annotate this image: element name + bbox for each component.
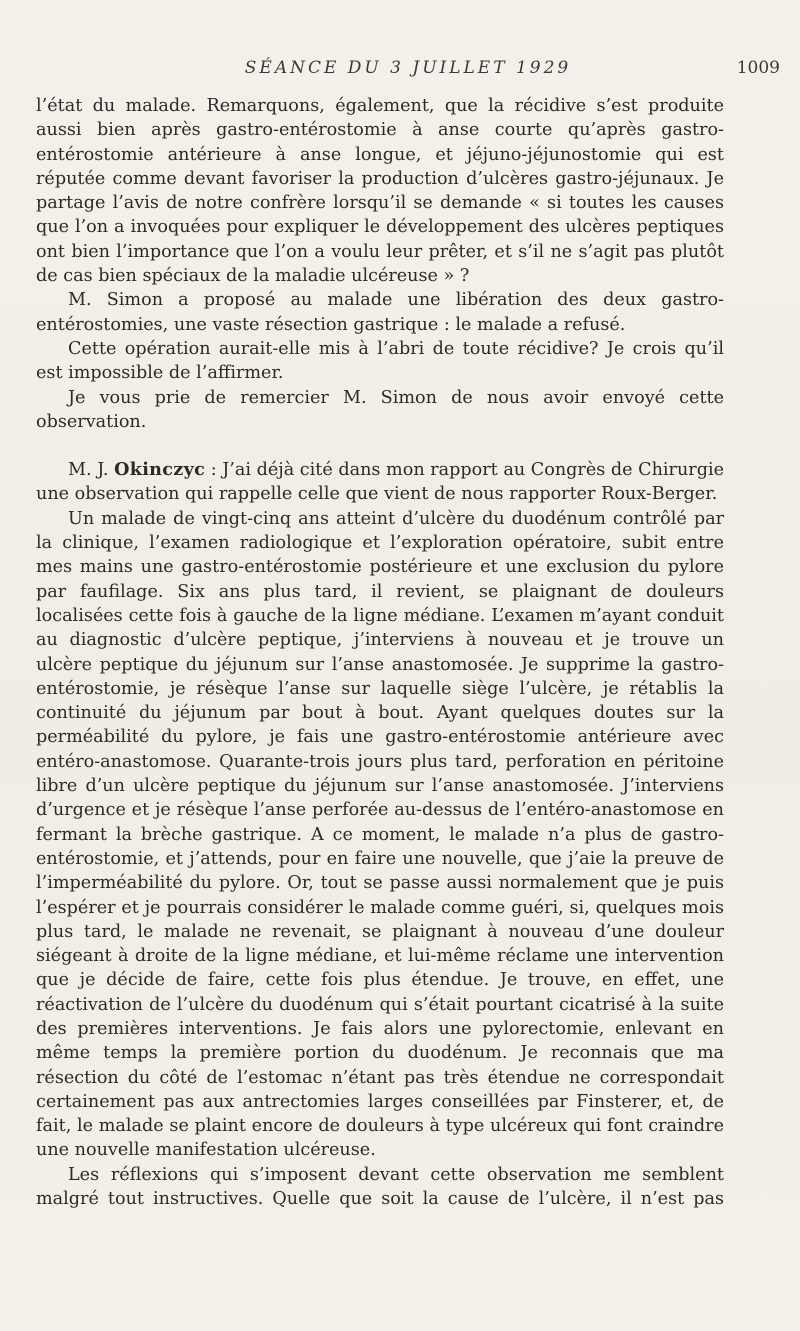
running-title: SÉANCE DU 3 JUILLET 1929: [244, 58, 572, 78]
page-number: 1009: [736, 58, 780, 78]
body-text: [36, 94, 724, 1211]
paragraph-case-report: Un malade de vingt-cinq ans atteint d’ulcère du duodénum contrôlé par la clinique, l’examen radiologique et l’exploration opératoire, subit entre mes mains une gastro-entérostomie postérieure et une exclusion du pylore par faufilage. Six ans plus tard, il revient, se plaignant de douleurs localisées cette fois à gauche de la ligne médiane. L’examen m’ayant conduit au diagnostic d’ulcère peptique, j’interviens à nouveau et je trouve un ulcère peptique du jéjunum sur l’anse anastomosée. Je supprime la gastro-entérostomie, je résèque l’anse sur laquelle siège l’ulcère, je rétablis la continuité du jéjunum par bout à bout. Ayant quelques doutes sur la perméabilité du pylore, je fais une gastro-entérostomie antérieure avec entéro-anastomose. Quarante-trois jours plus tard, perforation en péritoine libre d’un ulcère peptique du jéjunum sur l’anse anastomosée. J’interviens d’urgence et je résèque l’anse perforée au-dessus de l’entéro-anastomose en fermant la brèche gastrique. A ce moment, le malade n’a plus de gastro-entérostomie, et j’attends, pour en faire une nouvelle, que j’aie la preuve de l’imperméabilité du pylore. Or, tout se passe aussi normalement que je puis l’espérer et je pourrais considérer le malade comme guéri, si, quelques mois plus tard, le malade ne revenait, se plaignant à nouveau d’une douleur siégeant à droite de la ligne médiane, et lui-même réclame une intervention que je décide de faire, cette fois plus étendue. Je trouve, en effet, une réactivation de l’ulcère du duodénum qui s’était pourtant cicatrisé à la suite des premières interventions. Je fais alors une pylorectomie, enlevant en même temps la première portion du duodénum. Je reconnais que ma résection du côté de l’estomac n’étant pas très étendue ne correspondait certainement pas aux antrectomies larges conseillées par Finsterer, et, de fait, le malade se plaint encore de douleurs à type ulcéreux qui font craindre une nouvelle manifestation ulcéreuse.: [36, 508, 724, 1161]
paragraph-reflections: Les réflexions qui s’imposent devant cette observation me semblent malgré tout instructives. Quelle que soit la cause de l’ulcère, il n’est pas: [36, 1164, 724, 1210]
paragraph-thanks: Je vous prie de remercier M. Simon de nous avoir envoyé cette observation.: [36, 387, 724, 432]
speaker-statement: : J’ai déjà cité dans mon rapport au Congrès de Chirurgie une observation qui rappelle celle que vient de nous rapporter Roux-Berger.: [36, 460, 724, 505]
paragraph-continuation: l’état du malade. Remarquons, également, que la récidive s’est produite aussi bien après gastro-entérostomie à anse courte qu’après gastro-entérostomie antérieure à anse longue, et jéjuno-jéjunostomie qui est réputée comme devant favoriser la production d’ulcères gastro-jéjunaux. Je partage l’avis de notre confrère lorsqu’il se demande « si toutes les causes que l’on a invoquées pour expliquer le développement des ulcères peptiques ont bien l’importance que l’on a voulu leur prêter, et s’il ne s’agit pas plutôt de cas bien spéciaux de la maladie ulcéreuse » ?: [36, 96, 724, 287]
paragraph-operation-question: Cette opération aurait-elle mis à l’abri de toute récidive? Je crois qu’il est impossible de l’affirmer.: [36, 338, 724, 384]
speaker-prefix: M. J.: [68, 460, 115, 481]
paragraph-okinczyc-intro: [36, 458, 724, 507]
speaker-name: Okinczyc: [114, 459, 206, 481]
page-header: [36, 58, 780, 84]
paragraph-simon-proposal: M. Simon a proposé au malade une libération des deux gastro-entérostomies, une vaste résection gastrique : le malade a refusé.: [36, 290, 724, 335]
